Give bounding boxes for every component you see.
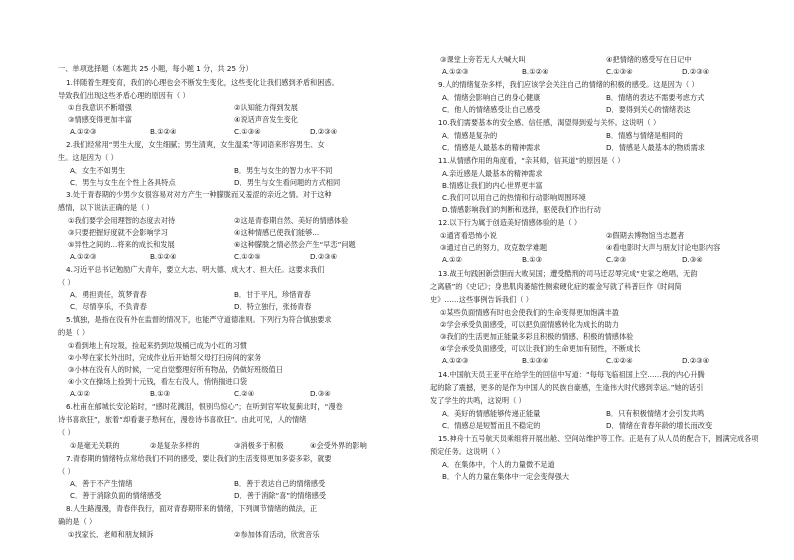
answer-option: C．情感是人最基本的精神需求 xyxy=(442,143,541,152)
answer-option: C.①③④ xyxy=(234,127,261,136)
answer-option: D．男生与女生看问题的方式相同 xyxy=(234,178,341,187)
answer-option: D.②③⑥ xyxy=(310,252,338,261)
question-stem: （ ） xyxy=(58,428,75,437)
answer-option: B.①③④ xyxy=(522,356,549,365)
question-stem: 感情，以下说法正确的是（ ） xyxy=(58,203,154,212)
answer-option: B．善于表达自己的情绪感受 xyxy=(234,479,326,488)
choice-item: ②这是青春期自然、美好的情感体验 xyxy=(234,216,349,225)
question-stem: 起的除了震撼，更多的是作为中国人的民族自豪感，生逢伟大时代感到幸运。”她的话引 xyxy=(430,383,704,392)
question-stem: 8.人生路漫漫，青春伴我行，面对青春期带来的情绪，下列调节情绪的做法，正 xyxy=(66,504,318,513)
answer-option: D．特立独行，张扬青春 xyxy=(234,302,312,311)
choice-item: ①自我意识不断增强 xyxy=(68,103,132,112)
question-stem: 6.杜甫在郁城长安沦陷时，“感时花溅泪，恨别鸟惊心”；在听到官军收复蓟北时，“漫卷 xyxy=(66,402,343,411)
answer-option: A.①②③ xyxy=(70,252,97,261)
answer-option: C.②④ xyxy=(234,389,255,398)
choice-item: ③我们的生活更加正能量多彩且积极的情感、积极的情感体验 xyxy=(440,332,634,341)
answer-option: C.①②④ xyxy=(606,356,633,365)
question-stem: 10.我们需要基本的安全感、信任感，渴望得到爱与关怀。这说明（ ） xyxy=(438,118,661,127)
answer-option: A．善于不产生情绪 xyxy=(70,479,133,488)
question-stem: 7.青春期的情绪特点常给我们不同的感受，要让我们的生活变得更加多姿多彩，就要 xyxy=(66,454,332,463)
question-stem: 14.中国航天员王亚平在给学生的回信中写道：“每每飞临祖国上空……我的内心升腾 xyxy=(438,370,705,379)
question-stem: 史》……这些事例告诉我们（ ） xyxy=(430,295,533,304)
question-stem: 4.习近平总书记勉励广大青年，要立大志、明大德、成大才、担大任。这要求我们 xyxy=(66,265,325,274)
answer-option: C.我们可以用自己的热情和行动影响周围环境 xyxy=(442,193,586,202)
answer-option: C．男生与女生在个性上各具特点 xyxy=(70,178,176,187)
question-stem: 发了学生的共鸣，这说明（ ） xyxy=(430,396,526,405)
answer-option: B．只有积极情绪才会引发共鸣 xyxy=(606,409,705,418)
answer-option: C.①②⑤ xyxy=(234,252,261,261)
answer-option: C．他人的情绪感受让自己感受 xyxy=(442,105,541,114)
answer-option: B．男生与女生的智力水平不同 xyxy=(234,166,333,175)
choice-item: ①找家长、老师和朋友倾诉 xyxy=(68,530,154,539)
answer-option: C．情感总是短暂而且不稳定的 xyxy=(442,421,541,430)
answer-option: A.①② xyxy=(442,255,462,264)
answer-option: B.①②④ xyxy=(522,67,549,76)
answer-option: B.①③ xyxy=(522,255,543,264)
question-stem: 1.伴随着生理变育，我们的心理也会不断发生变化，这些变化让我们感到矛盾和困惑。 xyxy=(66,78,339,87)
answer-option: A．情感是复杂的 xyxy=(442,131,498,140)
choice-item: ④小文在操场上捡到十元钱，看左右没人，悄悄揣进口袋 xyxy=(68,377,247,386)
answer-option: A．勇担责任，筑梦青春 xyxy=(70,290,147,299)
answer-option: C.②③ xyxy=(606,255,627,264)
question-stem: 的是（ ） xyxy=(58,328,90,337)
question-stem: 诗书喜欲狂”，旅着“却看妻子愁何在，漫卷诗书喜欲狂”。由此可见，人的情绪 xyxy=(58,415,307,424)
choice-item: ④学会承受负面感受，可以让我们的生命更加有韧性，不断成长 xyxy=(440,344,641,353)
answer-option: B.①②④ xyxy=(150,127,177,136)
choice-item: ③通过自己的努力，攻克数学难题 xyxy=(440,243,548,252)
question-stem: 之离骚”的《史记》；身患肌肉萎缩性侧索硬化症的霍金写就了科普巨作《时间简 xyxy=(430,282,682,291)
answer-option: D．情绪在青春年龄的增长而改变 xyxy=(606,421,713,430)
answer-option: D.②③④ xyxy=(682,67,710,76)
choice-item: ①我们要学会用理智的态度去对待 xyxy=(68,216,176,225)
answer-option: C．尽情享乐，不负青春 xyxy=(70,302,147,311)
choice-item: ③只要把握好度就不会影响学习 xyxy=(68,228,168,237)
choice-item: ④看电影时大声与朋友讨论电影内容 xyxy=(606,243,721,252)
choice-item: ③情感变得更加丰富 xyxy=(68,115,132,124)
choice-item: ③消极多于积极 xyxy=(234,441,284,450)
question-stem: （ ） xyxy=(58,467,75,476)
choice-item: ②学会承受负面感受，可以把负面情感转化为成长的助力 xyxy=(440,320,619,329)
choice-item: ②假期去博物馆当志愿者 xyxy=(606,231,685,240)
question-stem: 13.战王句践困新尝胆而大败吴国；遭受酷刑的司马迁忍辱完成“史家之绝唱，无韵 xyxy=(438,269,698,278)
question-stem: 11.从情感作用的角度看，“亲其师，信其道”的原因是（ ） xyxy=(438,156,625,165)
choice-item: ④会受外界的影响 xyxy=(310,441,367,450)
answer-option: D.情感影响我们的判断和选择，驱使我们作出行动 xyxy=(442,205,601,214)
answer-option: D.②③④ xyxy=(682,356,710,365)
answer-option: A．情绪会影响自己的身心健康 xyxy=(442,93,541,102)
answer-option: B.情感让我们的内心世界更丰富 xyxy=(442,181,543,190)
answer-option: D.②③④ xyxy=(310,127,338,136)
answer-option: B.①③ xyxy=(150,389,171,398)
question-stem: 3.处于青春期的少男少女很容易对对方产生一种朦胧而又羞涩的亲近之情。对于这种 xyxy=(66,190,332,199)
answer-option: A．女生不如男生 xyxy=(70,166,126,175)
question-stem: 9.人的情绪复杂多样，我们应该学会关注自己的情绪的积极的感受。这是因为（ ） xyxy=(438,80,699,89)
answer-option: A．美好的情感能够传递正能量 xyxy=(442,409,541,418)
choice-item: ②小琴在家长外出时，完成作业后开始帮父母打扫房间的家务 xyxy=(68,353,262,362)
choice-item: ④这种情感已使我们能够... xyxy=(234,228,320,237)
question-stem: 确的是（ ） xyxy=(58,517,97,526)
answer-option: D．要得到关心的情绪表达 xyxy=(606,105,691,114)
answer-option: A.①② xyxy=(70,389,90,398)
answer-option: B．个人的力量在集体中一定会变得强大 xyxy=(442,472,570,481)
choice-item: ③课堂上旁若无人大喊大叫 xyxy=(440,55,526,64)
question-stem: 预定任务。这说明（ ） xyxy=(430,447,505,456)
answer-option: A.亲近感是人最基本的精神需求 xyxy=(442,169,543,178)
answer-option: A．在集体中，个人的力量微不足道 xyxy=(442,460,555,469)
answer-option: D.③④ xyxy=(682,255,703,264)
answer-option: D.③④ xyxy=(310,389,331,398)
question-stem: 导致我们出现这些矛盾心理的原因有（ ） xyxy=(58,91,190,100)
question-stem: （ ） xyxy=(58,278,75,287)
answer-option: D．情感是人最基本的物质需求 xyxy=(606,143,705,152)
answer-option: B．甘于平凡，珍惜青春 xyxy=(234,290,311,299)
choice-item: ②是复杂多样的 xyxy=(150,441,200,450)
choice-item: ②认知能力得到发展 xyxy=(234,103,298,112)
choice-item: ②参加体育活动，欣赏音乐 xyxy=(234,530,320,539)
answer-option: B．情绪的表达不需要考虑方式 xyxy=(606,93,705,102)
answer-option: A.①②③ xyxy=(442,67,469,76)
choice-item: ①是毫无关联的 xyxy=(70,441,120,450)
choice-item: ③小林在没有人的时候，一定自觉整理好所有物品，仍做好班级值日 xyxy=(68,365,283,374)
answer-option: C．善于消除负面的情绪感受 xyxy=(70,491,162,500)
answer-option: B．情感与情绪是相同的 xyxy=(606,131,683,140)
question-stem: 生。这是因为（ ） xyxy=(58,153,118,162)
choice-item: ⑥这种朦胧之情必然会产生“早恋”问题 xyxy=(234,240,356,249)
question-stem: 12.以下行为属于创造美好情感体验的是（ ） xyxy=(438,218,582,227)
choice-item: ④把情绪的感受写在日记中 xyxy=(606,55,692,64)
question-stem: 2.我们经常用“男生大度，女生细腻；男生清爽，女生温柔”等词语来形容男生、女 xyxy=(66,140,325,149)
question-stem: 5.慎独，是指在没有外在监督的情况下，也能严守道德准则。下列行为符合慎独要求 xyxy=(66,315,332,324)
question-stem: 15.神舟十五号航天员乘组将开展出舱、空间站维护等工作。正是有了从人员的配合下，圆满完成各项 xyxy=(438,434,759,443)
answer-option: B.①②④ xyxy=(150,252,177,261)
answer-option: C.①③④ xyxy=(606,67,633,76)
answer-option: A.①②③ xyxy=(70,127,97,136)
choice-item: ①某些负面情感有时也会使我们的生命变得更加饱满丰盈 xyxy=(440,308,619,317)
answer-option: A.①②③ xyxy=(442,356,469,365)
section-heading: 一、单项选择题（本题共 25 小题，每小题 1 分，共 25 分） xyxy=(58,64,253,73)
choice-item: ④说话声音发生变化 xyxy=(234,115,298,124)
choice-item: ⑤异性之间的...将来的成长和发展 xyxy=(68,240,175,249)
choice-item: ①看到地上有垃圾，捡起来扔到垃圾桶已成为小红的习惯 xyxy=(68,341,247,350)
answer-option: D．善于消除“喜”的情绪感受 xyxy=(234,491,327,500)
choice-item: ①通宵看恐怖小说 xyxy=(440,231,497,240)
